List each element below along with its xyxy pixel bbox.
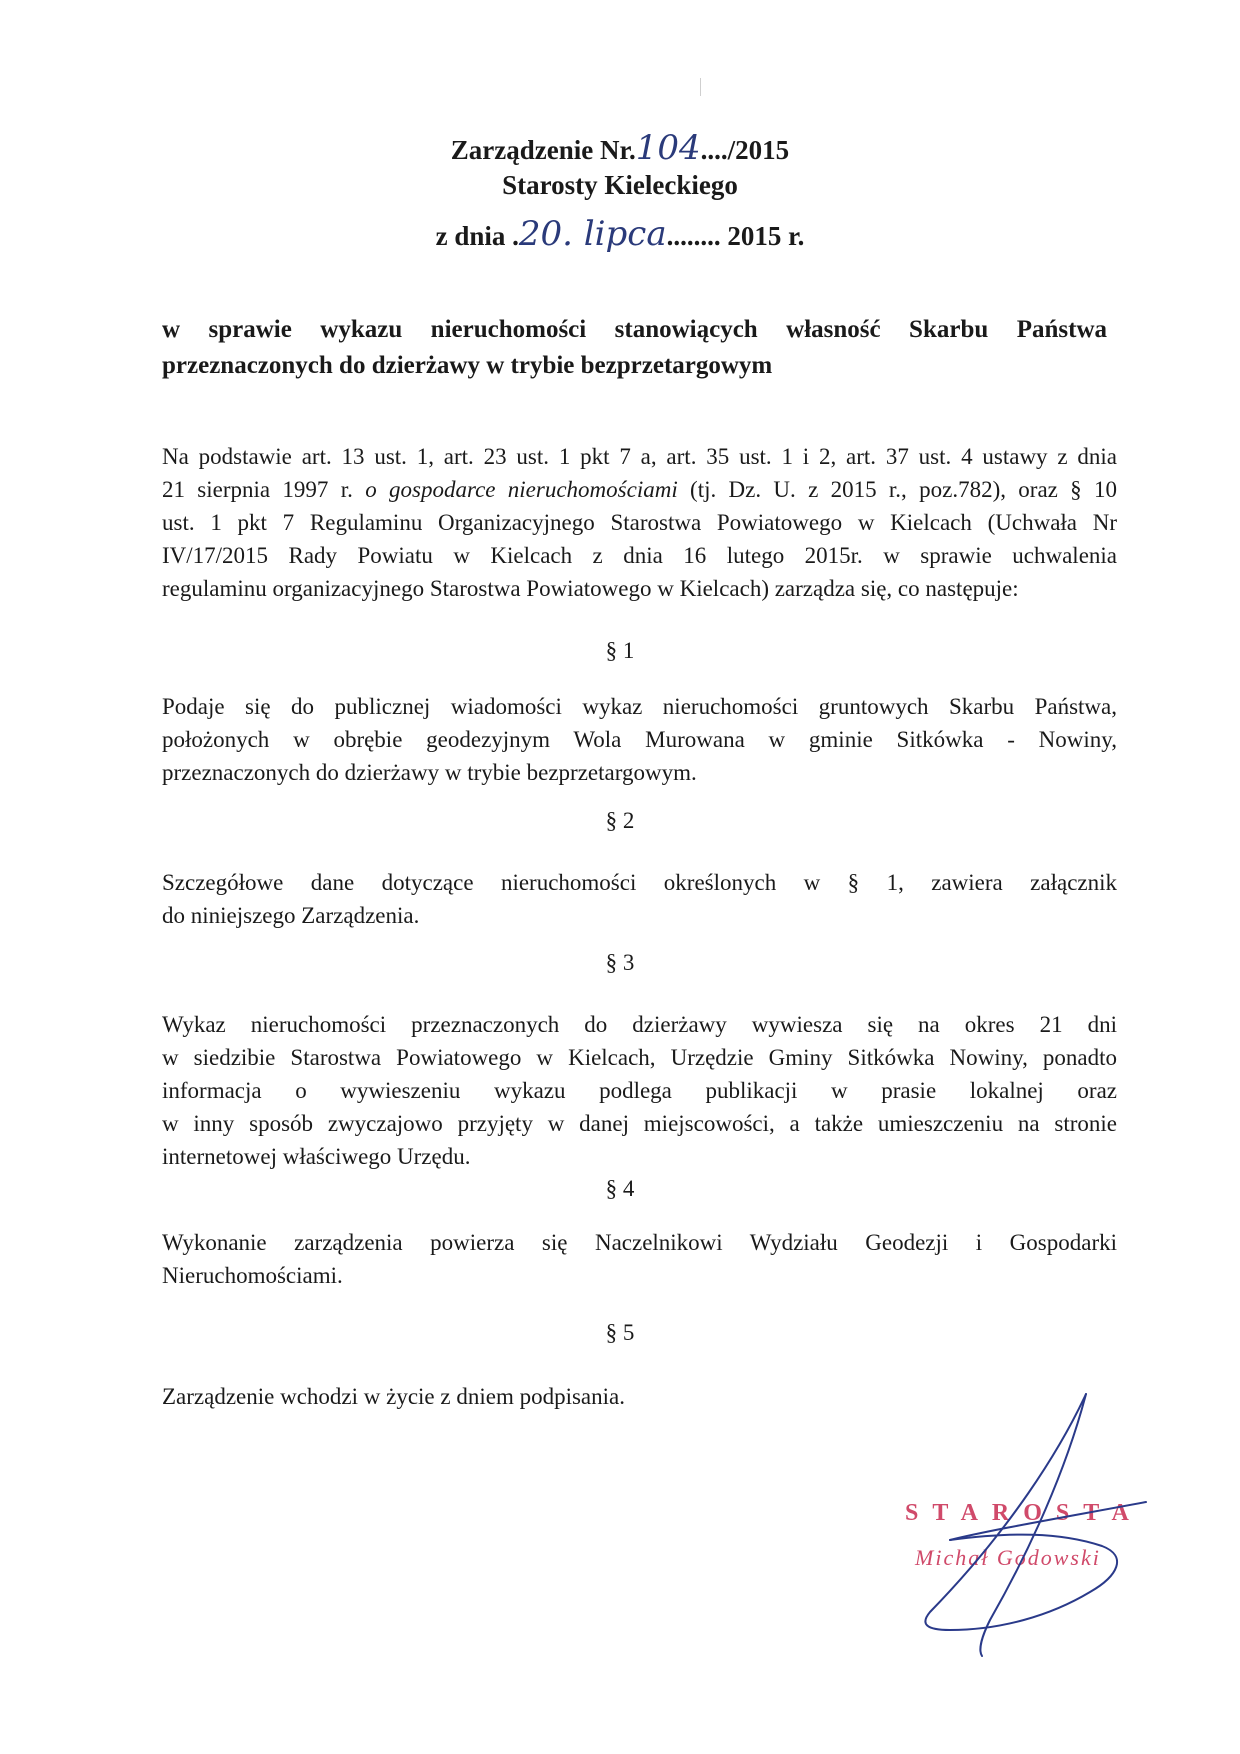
title-suffix: ..../2015 [700,135,790,165]
stamp-name: Michał Godowski [915,1545,1101,1570]
section-3-line: Wykaz nieruchomości przeznaczonych do dzierżawy wywiesza się na okres 21 dni [162,1012,1117,1037]
section-3-body [162,1008,1117,1173]
act-title: o gospodarce nieruchomościami [365,477,678,502]
preamble-line-2 [162,473,1117,506]
preamble-line-2-b: (tj. Dz. U. z 2015 r., poz.782), oraz § 10 [677,477,1117,502]
section-3-heading: § 3 [605,950,635,975]
preamble [162,440,1117,605]
preamble-line-3: ust. 1 pkt 7 Regulaminu Organizacyjnego Starostwa Powiatowego w Kielcach (Uchwała Nr [162,510,1117,535]
section-4-body [162,1226,1117,1292]
title-prefix: Zarządzenie Nr. [450,135,636,165]
scan-mark [700,78,701,96]
handwritten-signature [890,1380,1150,1660]
preamble-line-1: Na podstawie art. 13 ust. 1, art. 23 ust. 1 pkt 7 a, art. 35 ust. 1 i 2, art. 37 ust. 4 ustawy z dnia [162,444,1117,469]
section-3-line: informacja o wywieszeniu wykazu podlega publikacji w prasie lokalnej oraz [162,1078,1117,1103]
section-3-line: internetowej właściwego Urzędu. [162,1144,471,1169]
section-1-line: położonych w obrębie geodezyjnym Wola Murowana w gminie Sitkówka - Nowiny, [162,727,1117,752]
section-2-heading: § 2 [605,808,635,833]
section-4-heading: § 4 [605,1176,635,1201]
section-5-line: Zarządzenie wchodzi w życie z dniem podpisania. [162,1384,625,1409]
section-3-line: w inny sposób zwyczajowo przyjęty w danej miejscowości, a także umieszczeniu na stronie [162,1111,1117,1136]
section-1-heading: § 1 [605,638,635,663]
document-date [0,214,1240,254]
signature-strokes [925,1394,1146,1656]
section-4-line: Nieruchomościami. [162,1263,343,1288]
date-prefix: z dnia . [435,221,519,251]
section-1-line: przeznaczonych do dzierżawy w trybie bezprzetargowym. [162,760,697,785]
handwritten-number: 104 [635,128,701,168]
section-5-heading: § 5 [605,1320,635,1345]
section-3-line: w siedzibie Starostwa Powiatowego w Kielcach, Urzędzie Gminy Sitkówka Nowiny, ponadto [162,1045,1117,1070]
document-subject [162,312,1107,384]
subject-line-1: w sprawie wykazu nieruchomości stanowiących własność Skarbu Państwa [162,316,1107,343]
document-title [0,128,1240,168]
document-subtitle: Starosty Kieleckiego [502,170,738,200]
date-suffix: ........ 2015 r. [666,221,805,251]
handwritten-date: 20. lipca [518,214,667,254]
section-4-line: Wykonanie zarządzenia powierza się Naczelnikowi Wydziału Geodezji i Gospodarki [162,1230,1117,1255]
preamble-line-5: regulaminu organizacyjnego Starostwa Powiatowego w Kielcach) zarządza się, co następuje: [162,576,1019,601]
preamble-line-4: IV/17/2015 Rady Powiatu w Kielcach z dnia 16 lutego 2015r. w sprawie uchwalenia [162,543,1117,568]
stamp-title: STAROSTA [905,1500,1143,1526]
section-1-line: Podaje się do publicznej wiadomości wykaz nieruchomości gruntowych Skarbu Państwa, [162,694,1117,719]
preamble-line-2-a: 21 sierpnia 1997 r. [162,477,366,502]
section-2-body [162,866,1117,932]
section-1-body [162,690,1117,789]
section-2-line: Szczegółowe dane dotyczące nieruchomości określonych w § 1, zawiera załącznik [162,870,1117,895]
section-2-line: do niniejszego Zarządzenia. [162,903,420,928]
subject-line-2: przeznaczonych do dzierżawy w trybie bezprzetargowym [162,352,773,379]
